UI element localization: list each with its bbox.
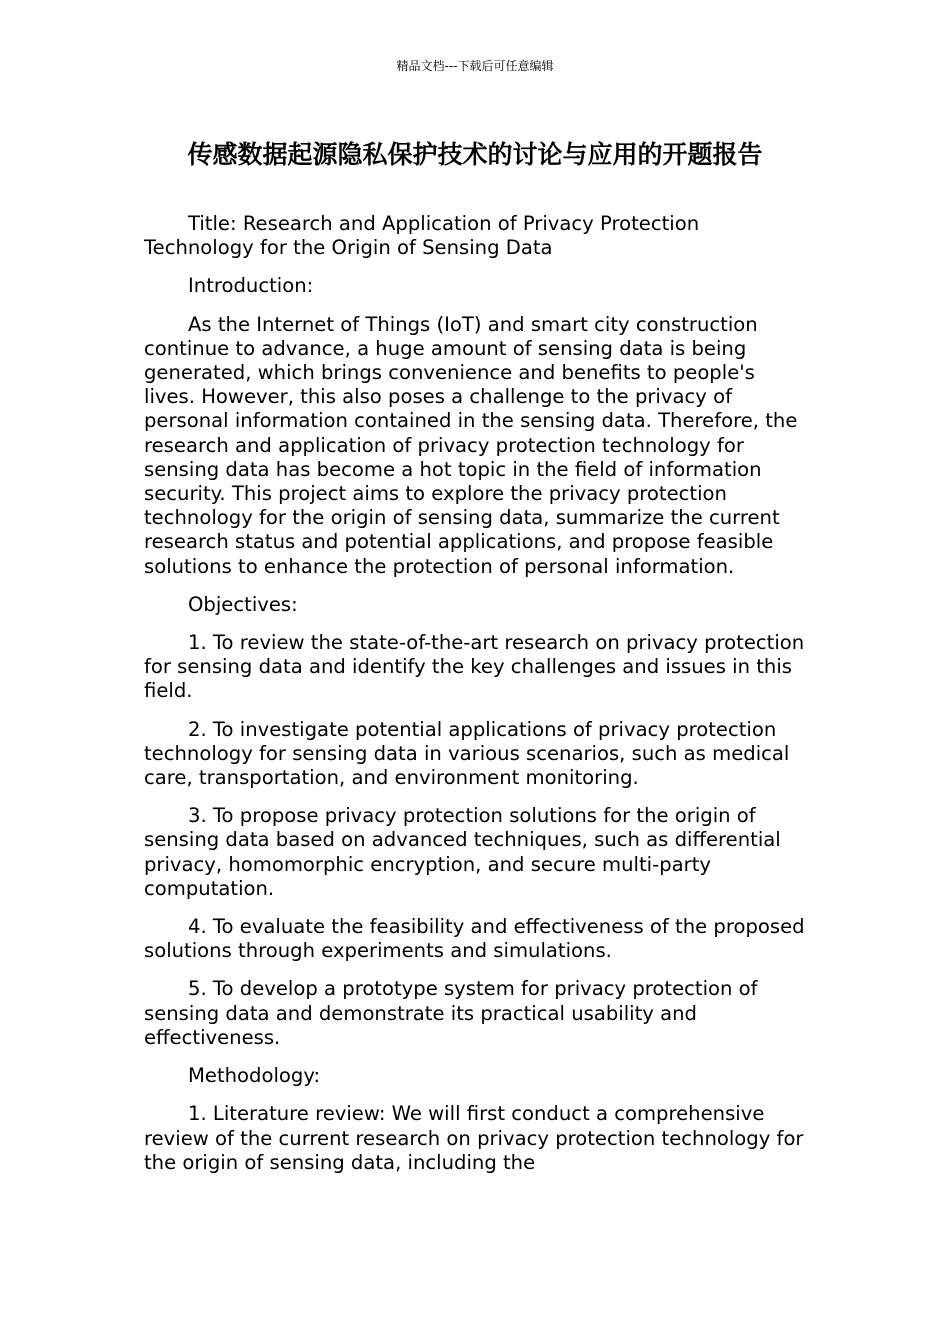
document-title: 传感数据起源隐私保护技术的讨论与应用的开题报告 (187, 140, 763, 169)
heading-objectives: Objectives: (188, 592, 298, 616)
heading-introduction: Introduction: (188, 274, 314, 298)
objective-item: 4. To evaluate the feasibility and effectiveness of the proposed solutions through experiments and simulations. (144, 915, 805, 963)
objective-item: 2. To investigate potential applications of privacy protection technology for sensing data in various scenarios, such as medical care, transportation, and environment monitoring. (144, 717, 790, 790)
objective-item: 3. To propose privacy protection solutions for the origin of sensing data based on advanced techniques, such as differential privacy, homomorphic encryption, and secure multi-party computation. (144, 804, 781, 900)
paragraph-title: Title: Research and Application of Privacy Protection Technology for the Origin of Sensing Data (144, 212, 700, 260)
page-header: 精品文档---下载后可任意编辑 (396, 59, 554, 73)
objective-item: 5. To develop a prototype system for privacy protection of sensing data and demonstrate its practical usability and effectiveness. (144, 977, 758, 1049)
heading-methodology: Methodology: (188, 1064, 321, 1088)
document-body (144, 212, 808, 1189)
methodology-item: 1. Literature review: We will first conduct a comprehensive review of the current research on privacy protection technology for the origin of sensing data, including the (144, 1102, 804, 1174)
paragraph-introduction: As the Internet of Things (IoT) and smart city construction continue to advance, a huge amount of sensing data is being generated, which brings convenience and benefits to people's lives. However, this also poses a challenge to the privacy of personal information contained in the sensing data. Therefore, the research and application of privacy protection technology for sensing data has become a hot topic in the field of information security. This project aims to explore the privacy protection technology for the origin of sensing data, summarize the current research status and potential applications, and propose feasible solutions to enhance the protection of personal information. (144, 312, 798, 578)
objective-item: 1. To review the state-of-the-art research on privacy protection for sensing data and identify the key challenges and issues in this field. (144, 631, 805, 703)
